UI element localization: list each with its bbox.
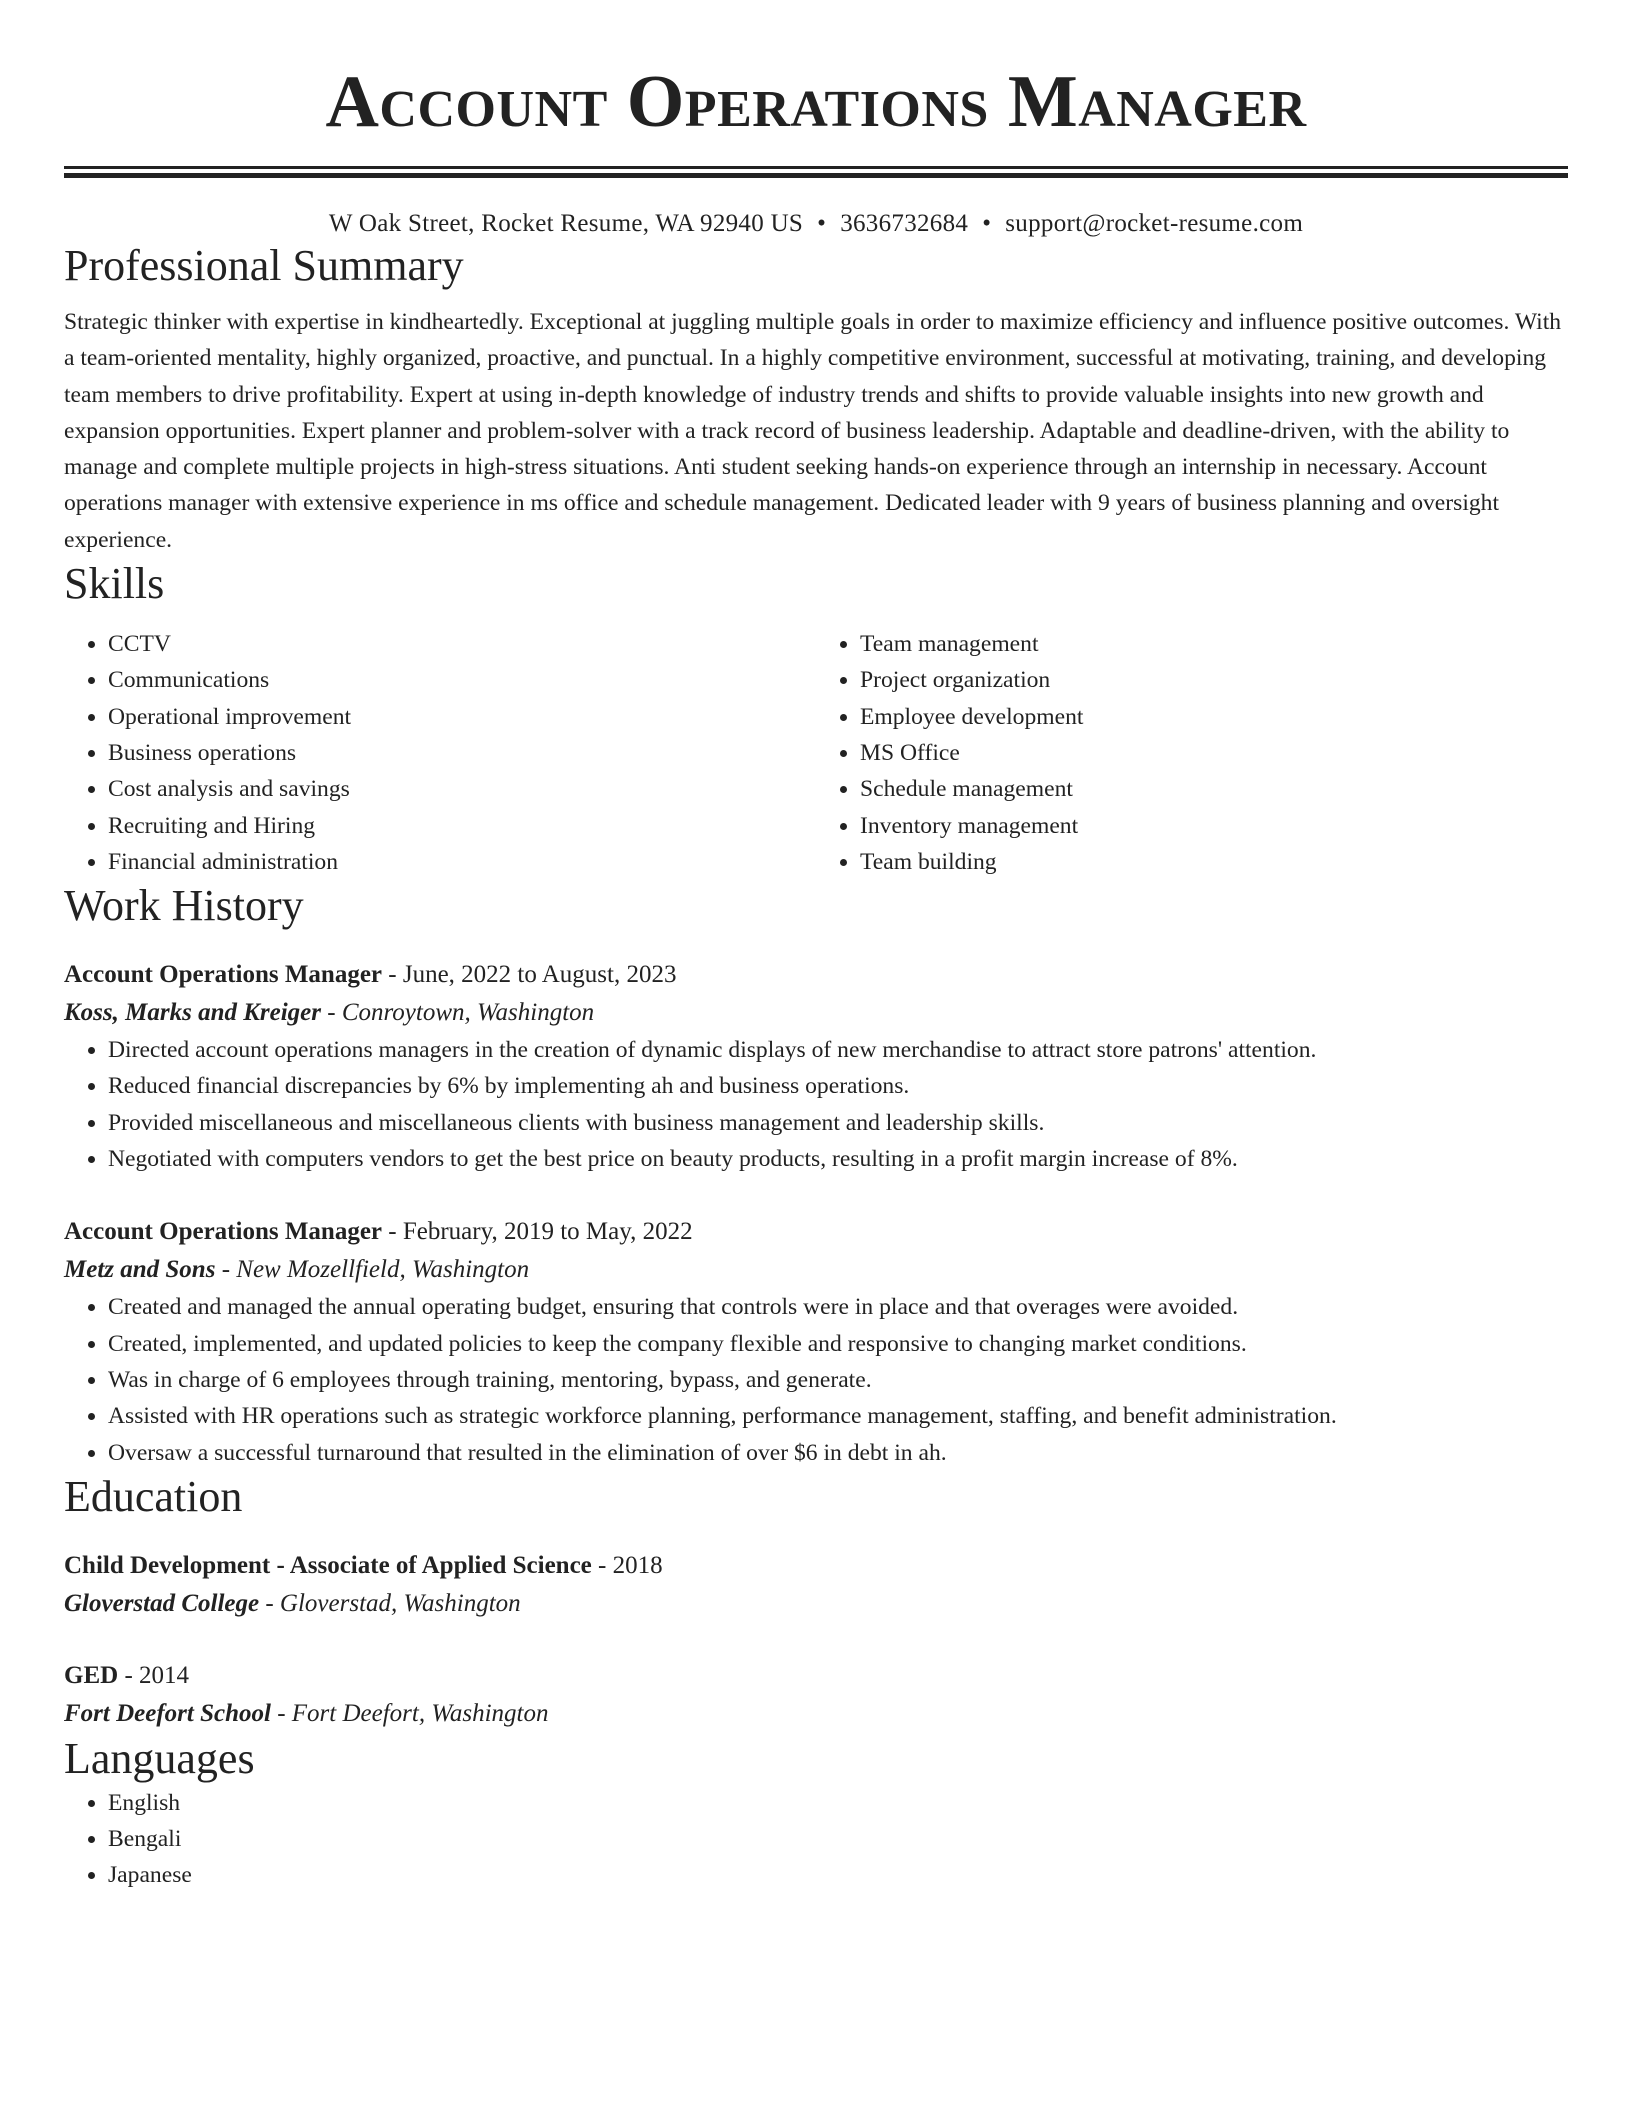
- skill-item: • Operational improvement: [108, 699, 816, 735]
- education-school: Fort Deefort School: [64, 1699, 271, 1727]
- education-location: - Fort Deefort, Washington: [270, 1699, 549, 1727]
- education-location: - Gloverstad, Washington: [259, 1589, 521, 1617]
- job-bullets: [64, 1289, 1568, 1470]
- skill-item: • Communications: [108, 662, 816, 698]
- job-bullets: [64, 1032, 1568, 1177]
- job-dates: - June, 2022 to August, 2023: [382, 961, 677, 989]
- education-degree: Child Development - Associate of Applied Science: [64, 1551, 592, 1579]
- skills-list-left: [64, 626, 816, 880]
- skill-item: • Team management: [860, 626, 1568, 662]
- languages-list: [64, 1785, 1568, 1894]
- summary-heading: Professional Summary: [64, 241, 464, 290]
- skill-item: • Employee development: [860, 699, 1568, 735]
- education-school-line: [64, 1695, 1568, 1733]
- language-item: • English: [108, 1785, 1568, 1821]
- summary-text: Strategic thinker with expertise in kindheartedly. Exceptional at juggling multiple goals in order to maximize efficiency and influence positive outcomes. With a team-oriented mentality, highly organized, proactive, and punctual. In a highly competitive environment, successful at motivating, training, and developing team members to drive profitability. Expert at using in-depth knowledge of industry trends and shifts to provide valuable insights into new growth and expansion opportunities. Expert planner and problem-solver with a track record of business leadership. Adaptable and deadline-driven, with the ability to manage and complete multiple projects in high-stress situations. Anti student seeking hands-on experience through an internship in necessary. Account operations manager with extensive experience in ms office and schedule management. Dedicated leader with 9 years of business planning and oversight experience.: [64, 309, 1562, 553]
- contact-email: support@rocket-resume.com: [1005, 210, 1304, 237]
- languages-heading: Languages: [64, 1733, 255, 1783]
- job-bullet: • Created, implemented, and updated policies to keep the company flexible and responsive to changing market conditions.: [108, 1326, 1568, 1362]
- contact-separator: •: [817, 210, 827, 237]
- language-item: • Japanese: [108, 1857, 1568, 1893]
- education-entry: [64, 1547, 1568, 1623]
- job-location: - New Mozellfield, Washington: [215, 1256, 530, 1284]
- contact-separator: •: [982, 210, 992, 237]
- job-title: Account Operations Manager: [64, 961, 383, 989]
- job-header: [64, 1213, 1568, 1251]
- job-header: [64, 956, 1568, 994]
- job-bullet: • Provided miscellaneous and miscellaneous clients with business management and leadership skills.: [108, 1105, 1568, 1141]
- job-entry: [64, 1213, 1568, 1470]
- skill-item: • Project organization: [860, 662, 1568, 698]
- skills-columns: [64, 626, 1568, 880]
- job-bullet: • Reduced financial discrepancies by 6% by implementing ah and business operations.: [108, 1068, 1568, 1104]
- job-bullet: • Oversaw a successful turnaround that resulted in the elimination of over $6 in debt in ah.: [108, 1435, 1568, 1471]
- education-school-line: [64, 1585, 1568, 1623]
- education-heading: Education: [64, 1471, 243, 1521]
- skill-item: • Financial administration: [108, 844, 816, 880]
- job-bullet: • Directed account operations managers in the creation of dynamic displays of new merchandise to attract store patrons' attention.: [108, 1032, 1568, 1068]
- skill-item: • Business operations: [108, 735, 816, 771]
- job-title: Account Operations Manager: [64, 1218, 383, 1246]
- job-company: Koss, Marks and Kreiger: [64, 999, 321, 1027]
- job-bullet: • Negotiated with computers vendors to get the best price on beauty products, resulting in a profit margin increase of 8%.: [108, 1141, 1568, 1177]
- education-entry: [64, 1657, 1568, 1733]
- skill-item: • Inventory management: [860, 808, 1568, 844]
- education-header: [64, 1547, 1568, 1585]
- job-company: Metz and Sons: [64, 1256, 216, 1284]
- job-bullet: • Created and managed the annual operating budget, ensuring that controls were in place and that overages were avoided.: [108, 1289, 1568, 1325]
- contact-line: [64, 208, 1568, 240]
- job-location: - Conroytown, Washington: [321, 999, 595, 1027]
- job-bullet: • Assisted with HR operations such as strategic workforce planning, performance management, staffing, and benefit administration.: [108, 1398, 1568, 1434]
- skill-item: • Schedule management: [860, 771, 1568, 807]
- skills-heading: Skills: [64, 559, 165, 609]
- education-school: Gloverstad College: [64, 1589, 260, 1617]
- education-degree: GED: [64, 1661, 119, 1689]
- skill-item: • Team building: [860, 844, 1568, 880]
- title-divider: [64, 166, 1568, 178]
- job-bullet: • Was in charge of 6 employees through training, mentoring, bypass, and generate.: [108, 1362, 1568, 1398]
- job-employer: [64, 994, 1568, 1032]
- job-employer: [64, 1251, 1568, 1289]
- language-item: • Bengali: [108, 1821, 1568, 1857]
- skills-list-right: [816, 626, 1568, 880]
- skill-item: • Cost analysis and savings: [108, 771, 816, 807]
- contact-address: W Oak Street, Rocket Resume, WA 92940 US: [328, 210, 804, 237]
- job-entry: [64, 956, 1568, 1177]
- resume-title: Account Operations Manager: [325, 61, 1307, 143]
- skill-item: • MS Office: [860, 735, 1568, 771]
- work-history-heading: Work History: [64, 881, 304, 931]
- education-year: - 2018: [591, 1551, 663, 1579]
- contact-phone: 3636732684: [840, 210, 969, 237]
- skill-item: • Recruiting and Hiring: [108, 808, 816, 844]
- job-dates: - February, 2019 to May, 2022: [382, 1218, 693, 1246]
- education-header: [64, 1657, 1568, 1695]
- skill-item: • CCTV: [108, 626, 816, 662]
- education-year: - 2014: [118, 1661, 190, 1689]
